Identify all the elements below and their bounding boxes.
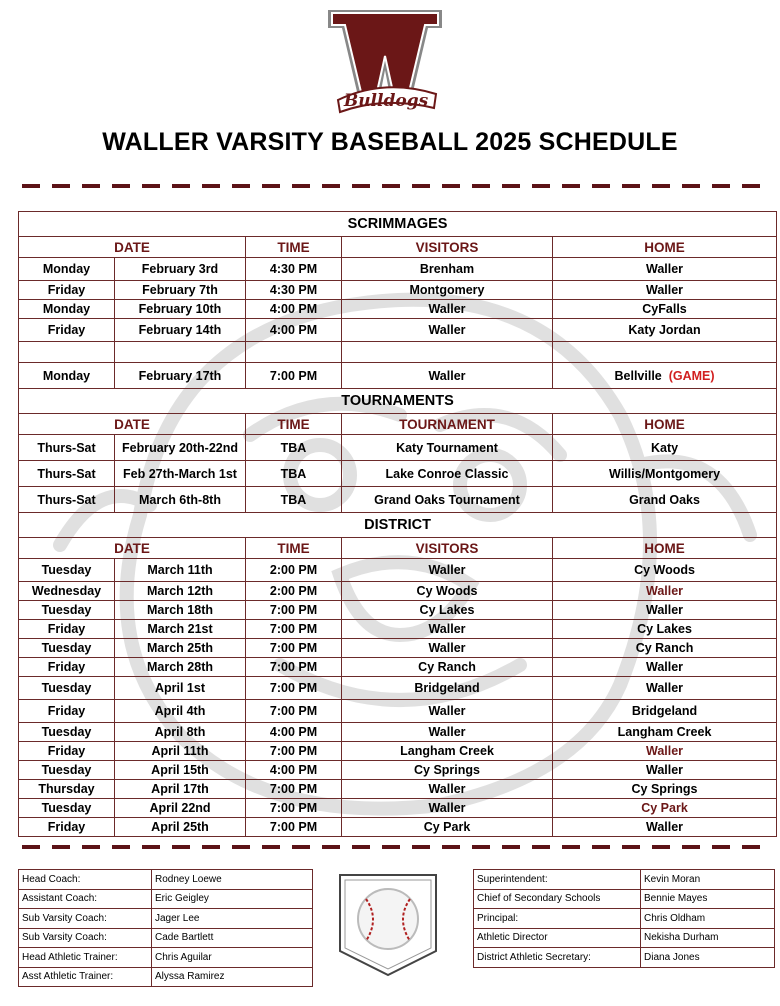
table-row [19, 639, 777, 658]
home-cell [553, 582, 777, 601]
day-cell: Tuesday [19, 677, 115, 700]
home-team: Cy Lakes [637, 622, 692, 636]
day-cell: Friday [19, 658, 115, 677]
tournament-cell: Lake Conroe Classic [342, 461, 553, 487]
day-cell: Friday [19, 281, 115, 300]
staff-row [19, 909, 313, 929]
staff-name: Chris Aguilar [152, 948, 313, 968]
staff-role: District Athletic Secretary: [474, 948, 641, 968]
time-cell: TBA [246, 435, 342, 461]
home-team: Bridgeland [631, 704, 698, 718]
date-cell: April 11th [115, 742, 246, 761]
home-team: Waller [645, 262, 684, 276]
date-cell: February 14th [115, 319, 246, 342]
time-cell: 4:00 PM [246, 319, 342, 342]
table-row [19, 300, 777, 319]
date-cell: April 22nd [115, 799, 246, 818]
staff-role: Principal: [474, 909, 641, 929]
date-cell: April 17th [115, 780, 246, 799]
column-header-home: HOME [553, 237, 777, 258]
date-cell: March 6th-8th [115, 487, 246, 513]
column-header-home: HOME [553, 414, 777, 435]
staff-row [474, 870, 775, 890]
home-team: Cy Park [641, 801, 688, 815]
home-team: Waller [645, 584, 684, 598]
date-cell: March 18th [115, 601, 246, 620]
visitors-cell: Cy Springs [342, 761, 553, 780]
staff-role: Assistant Coach: [19, 889, 152, 909]
home-cell [553, 639, 777, 658]
column-header-date: DATE [19, 237, 246, 258]
staff-role: Head Coach: [19, 870, 152, 890]
staff-role: Athletic Director [474, 928, 641, 948]
table-row [19, 319, 777, 342]
column-header-time: TIME [246, 237, 342, 258]
time-cell: 4:00 PM [246, 761, 342, 780]
home-team: Katy [650, 440, 679, 455]
home-team: Waller [645, 603, 684, 617]
visitors-cell: Waller [342, 700, 553, 723]
dashed-divider-bottom [22, 845, 762, 849]
table-row [19, 258, 777, 281]
staff-role: Asst Athletic Trainer: [19, 967, 152, 987]
column-header-date: DATE [19, 538, 246, 559]
table-row [19, 582, 777, 601]
tournament-cell: Grand Oaks Tournament [342, 487, 553, 513]
section-heading-row [19, 212, 777, 237]
section-heading: SCRIMMAGES [19, 212, 777, 237]
staff-role: Head Athletic Trainer: [19, 948, 152, 968]
date-cell: February 17th [115, 363, 246, 389]
staff-row [474, 948, 775, 968]
time-cell: 7:00 PM [246, 742, 342, 761]
date-cell: March 25th [115, 639, 246, 658]
home-team: CyFalls [642, 302, 687, 316]
home-cell [553, 601, 777, 620]
time-cell: TBA [246, 487, 342, 513]
visitors-cell: Cy Park [342, 818, 553, 837]
day-cell: Tuesday [19, 799, 115, 818]
section-heading: TOURNAMENTS [19, 389, 777, 414]
staff-role: Chief of Secondary Schools [474, 889, 641, 909]
administration-table [473, 869, 775, 968]
time-cell: 4:00 PM [246, 300, 342, 319]
home-team: Waller [645, 763, 684, 777]
date-cell: March 21st [115, 620, 246, 639]
column-header-date: DATE [19, 414, 246, 435]
day-cell: Wednesday [19, 582, 115, 601]
staff-name: Bennie Mayes [641, 889, 775, 909]
staff-name: Nekisha Durham [641, 928, 775, 948]
home-team: Waller [645, 660, 684, 674]
staff-name: Jager Lee [152, 909, 313, 929]
column-header-visitors: VISITORS [342, 538, 553, 559]
visitors-cell: Montgomery [342, 281, 553, 300]
staff-role: Sub Varsity Coach: [19, 909, 152, 929]
staff-name: Alyssa Ramirez [152, 967, 313, 987]
column-header-tournament: TOURNAMENT [342, 414, 553, 435]
staff-name: Kevin Moran [641, 870, 775, 890]
day-cell: Tuesday [19, 761, 115, 780]
table-row [19, 761, 777, 780]
staff-name: Eric Geigley [152, 889, 313, 909]
day-cell: Monday [19, 363, 115, 389]
day-cell: Tuesday [19, 559, 115, 582]
date-cell: April 15th [115, 761, 246, 780]
coaching-staff-table [18, 869, 313, 987]
home-cell [553, 461, 777, 487]
day-cell: Monday [19, 258, 115, 281]
day-cell: Thurs-Sat [19, 461, 115, 487]
schedule-table [18, 211, 777, 837]
date-cell: March 28th [115, 658, 246, 677]
home-cell [553, 281, 777, 300]
home-team: Cy Woods [634, 563, 695, 577]
date-cell: February 7th [115, 281, 246, 300]
date-cell: April 1st [115, 677, 246, 700]
home-cell [553, 363, 777, 389]
visitors-cell: Cy Lakes [342, 601, 553, 620]
page-title: WALLER VARSITY BASEBALL 2025 SCHEDULE [102, 128, 678, 156]
visitors-cell: Waller [342, 639, 553, 658]
home-cell [553, 799, 777, 818]
column-header-visitors: VISITORS [342, 237, 553, 258]
visitors-cell: Cy Woods [342, 582, 553, 601]
day-cell: Friday [19, 700, 115, 723]
time-cell: 7:00 PM [246, 658, 342, 677]
column-header-home: HOME [553, 538, 777, 559]
day-cell: Monday [19, 300, 115, 319]
staff-row [474, 909, 775, 929]
time-cell: 4:00 PM [246, 723, 342, 742]
date-cell: March 11th [115, 559, 246, 582]
table-row [19, 601, 777, 620]
visitors-cell: Brenham [342, 258, 553, 281]
visitors-cell: Waller [342, 723, 553, 742]
home-cell [553, 620, 777, 639]
table-row [19, 700, 777, 723]
table-row [19, 658, 777, 677]
staff-name: Rodney Loewe [152, 870, 313, 890]
logo-script: Bulldogs [343, 91, 429, 111]
day-cell: Friday [19, 742, 115, 761]
staff-name: Chris Oldham [641, 909, 775, 929]
day-cell: Friday [19, 620, 115, 639]
home-cell [553, 742, 777, 761]
waller-bulldogs-logo [324, 8, 446, 114]
staff-role: Superintendent: [474, 870, 641, 890]
staff-name: Diana Jones [641, 948, 775, 968]
staff-name: Cade Bartlett [152, 928, 313, 948]
home-team: Waller [645, 820, 684, 834]
tournament-cell: Katy Tournament [342, 435, 553, 461]
home-cell [553, 487, 777, 513]
home-cell [553, 300, 777, 319]
home-team: Bellville [614, 368, 662, 383]
time-cell: 7:00 PM [246, 601, 342, 620]
visitors-cell: Cy Ranch [342, 658, 553, 677]
time-cell: 4:30 PM [246, 281, 342, 300]
section-heading-row [19, 389, 777, 414]
home-team: Waller [645, 283, 684, 297]
day-cell: Thursday [19, 780, 115, 799]
date-cell: Feb 27th-March 1st [115, 461, 246, 487]
home-team: Waller [645, 744, 684, 758]
staff-row [19, 889, 313, 909]
day-cell: Tuesday [19, 723, 115, 742]
date-cell: April 4th [115, 700, 246, 723]
home-cell [553, 658, 777, 677]
table-row [19, 435, 777, 461]
home-cell [553, 780, 777, 799]
home-cell [553, 677, 777, 700]
section-heading-row [19, 513, 777, 538]
visitors-cell: Langham Creek [342, 742, 553, 761]
visitors-cell: Waller [342, 799, 553, 818]
time-cell: 7:00 PM [246, 799, 342, 818]
visitors-cell: Waller [342, 300, 553, 319]
visitors-cell: Bridgeland [342, 677, 553, 700]
date-cell: April 8th [115, 723, 246, 742]
visitors-cell: Waller [342, 559, 553, 582]
time-cell: TBA [246, 461, 342, 487]
home-cell [553, 319, 777, 342]
date-cell: February 20th-22nd [115, 435, 246, 461]
table-row [19, 281, 777, 300]
column-header-row [19, 538, 777, 559]
staff-row [474, 928, 775, 948]
visitors-cell [342, 342, 553, 363]
table-row [19, 559, 777, 582]
day-cell: Thurs-Sat [19, 487, 115, 513]
table-row [19, 780, 777, 799]
section-heading: DISTRICT [19, 513, 777, 538]
day-cell: Friday [19, 319, 115, 342]
visitors-cell: Waller [342, 780, 553, 799]
staff-role: Sub Varsity Coach: [19, 928, 152, 948]
column-header-row [19, 237, 777, 258]
visitors-cell: Waller [342, 319, 553, 342]
staff-row [19, 928, 313, 948]
table-row [19, 487, 777, 513]
table-row [19, 723, 777, 742]
home-team: Cy Ranch [635, 641, 694, 655]
day-cell: Friday [19, 818, 115, 837]
home-team: Willis/Montgomery [609, 466, 721, 481]
home-team: Cy Springs [631, 782, 698, 796]
game-note: (GAME) [668, 368, 715, 383]
column-header-row [19, 414, 777, 435]
staff-row [19, 967, 313, 987]
time-cell: 7:00 PM [246, 818, 342, 837]
day-cell: Tuesday [19, 639, 115, 658]
table-row [19, 742, 777, 761]
home-cell [553, 342, 777, 363]
date-cell: February 10th [115, 300, 246, 319]
home-cell [553, 435, 777, 461]
dashed-divider-top [22, 184, 762, 188]
table-row [19, 363, 777, 389]
time-cell: 7:00 PM [246, 780, 342, 799]
home-cell [553, 723, 777, 742]
time-cell: 7:00 PM [246, 620, 342, 639]
table-row [19, 461, 777, 487]
table-row [19, 799, 777, 818]
home-cell [553, 559, 777, 582]
time-cell: 2:00 PM [246, 559, 342, 582]
day-cell: Thurs-Sat [19, 435, 115, 461]
table-row [19, 818, 777, 837]
day-cell [19, 342, 115, 363]
baseball-icon [336, 873, 440, 977]
time-cell [246, 342, 342, 363]
time-cell: 4:30 PM [246, 258, 342, 281]
time-cell: 7:00 PM [246, 639, 342, 658]
staff-row [474, 889, 775, 909]
time-cell: 7:00 PM [246, 700, 342, 723]
visitors-cell: Waller [342, 363, 553, 389]
home-cell [553, 258, 777, 281]
table-row [19, 677, 777, 700]
home-team: Grand Oaks [629, 492, 700, 507]
column-header-time: TIME [246, 538, 342, 559]
time-cell: 7:00 PM [246, 363, 342, 389]
table-row [19, 620, 777, 639]
visitors-cell: Waller [342, 620, 553, 639]
home-team: Langham Creek [617, 725, 712, 739]
column-header-time: TIME [246, 414, 342, 435]
date-cell: April 25th [115, 818, 246, 837]
home-team: Katy Jordan [628, 323, 701, 337]
table-row [19, 342, 777, 363]
date-cell [115, 342, 246, 363]
home-cell [553, 700, 777, 723]
date-cell: March 12th [115, 582, 246, 601]
day-cell: Tuesday [19, 601, 115, 620]
home-cell [553, 818, 777, 837]
staff-row [19, 870, 313, 890]
home-cell [553, 761, 777, 780]
time-cell: 2:00 PM [246, 582, 342, 601]
staff-row [19, 948, 313, 968]
home-team: Waller [645, 681, 684, 695]
time-cell: 7:00 PM [246, 677, 342, 700]
date-cell: February 3rd [115, 258, 246, 281]
